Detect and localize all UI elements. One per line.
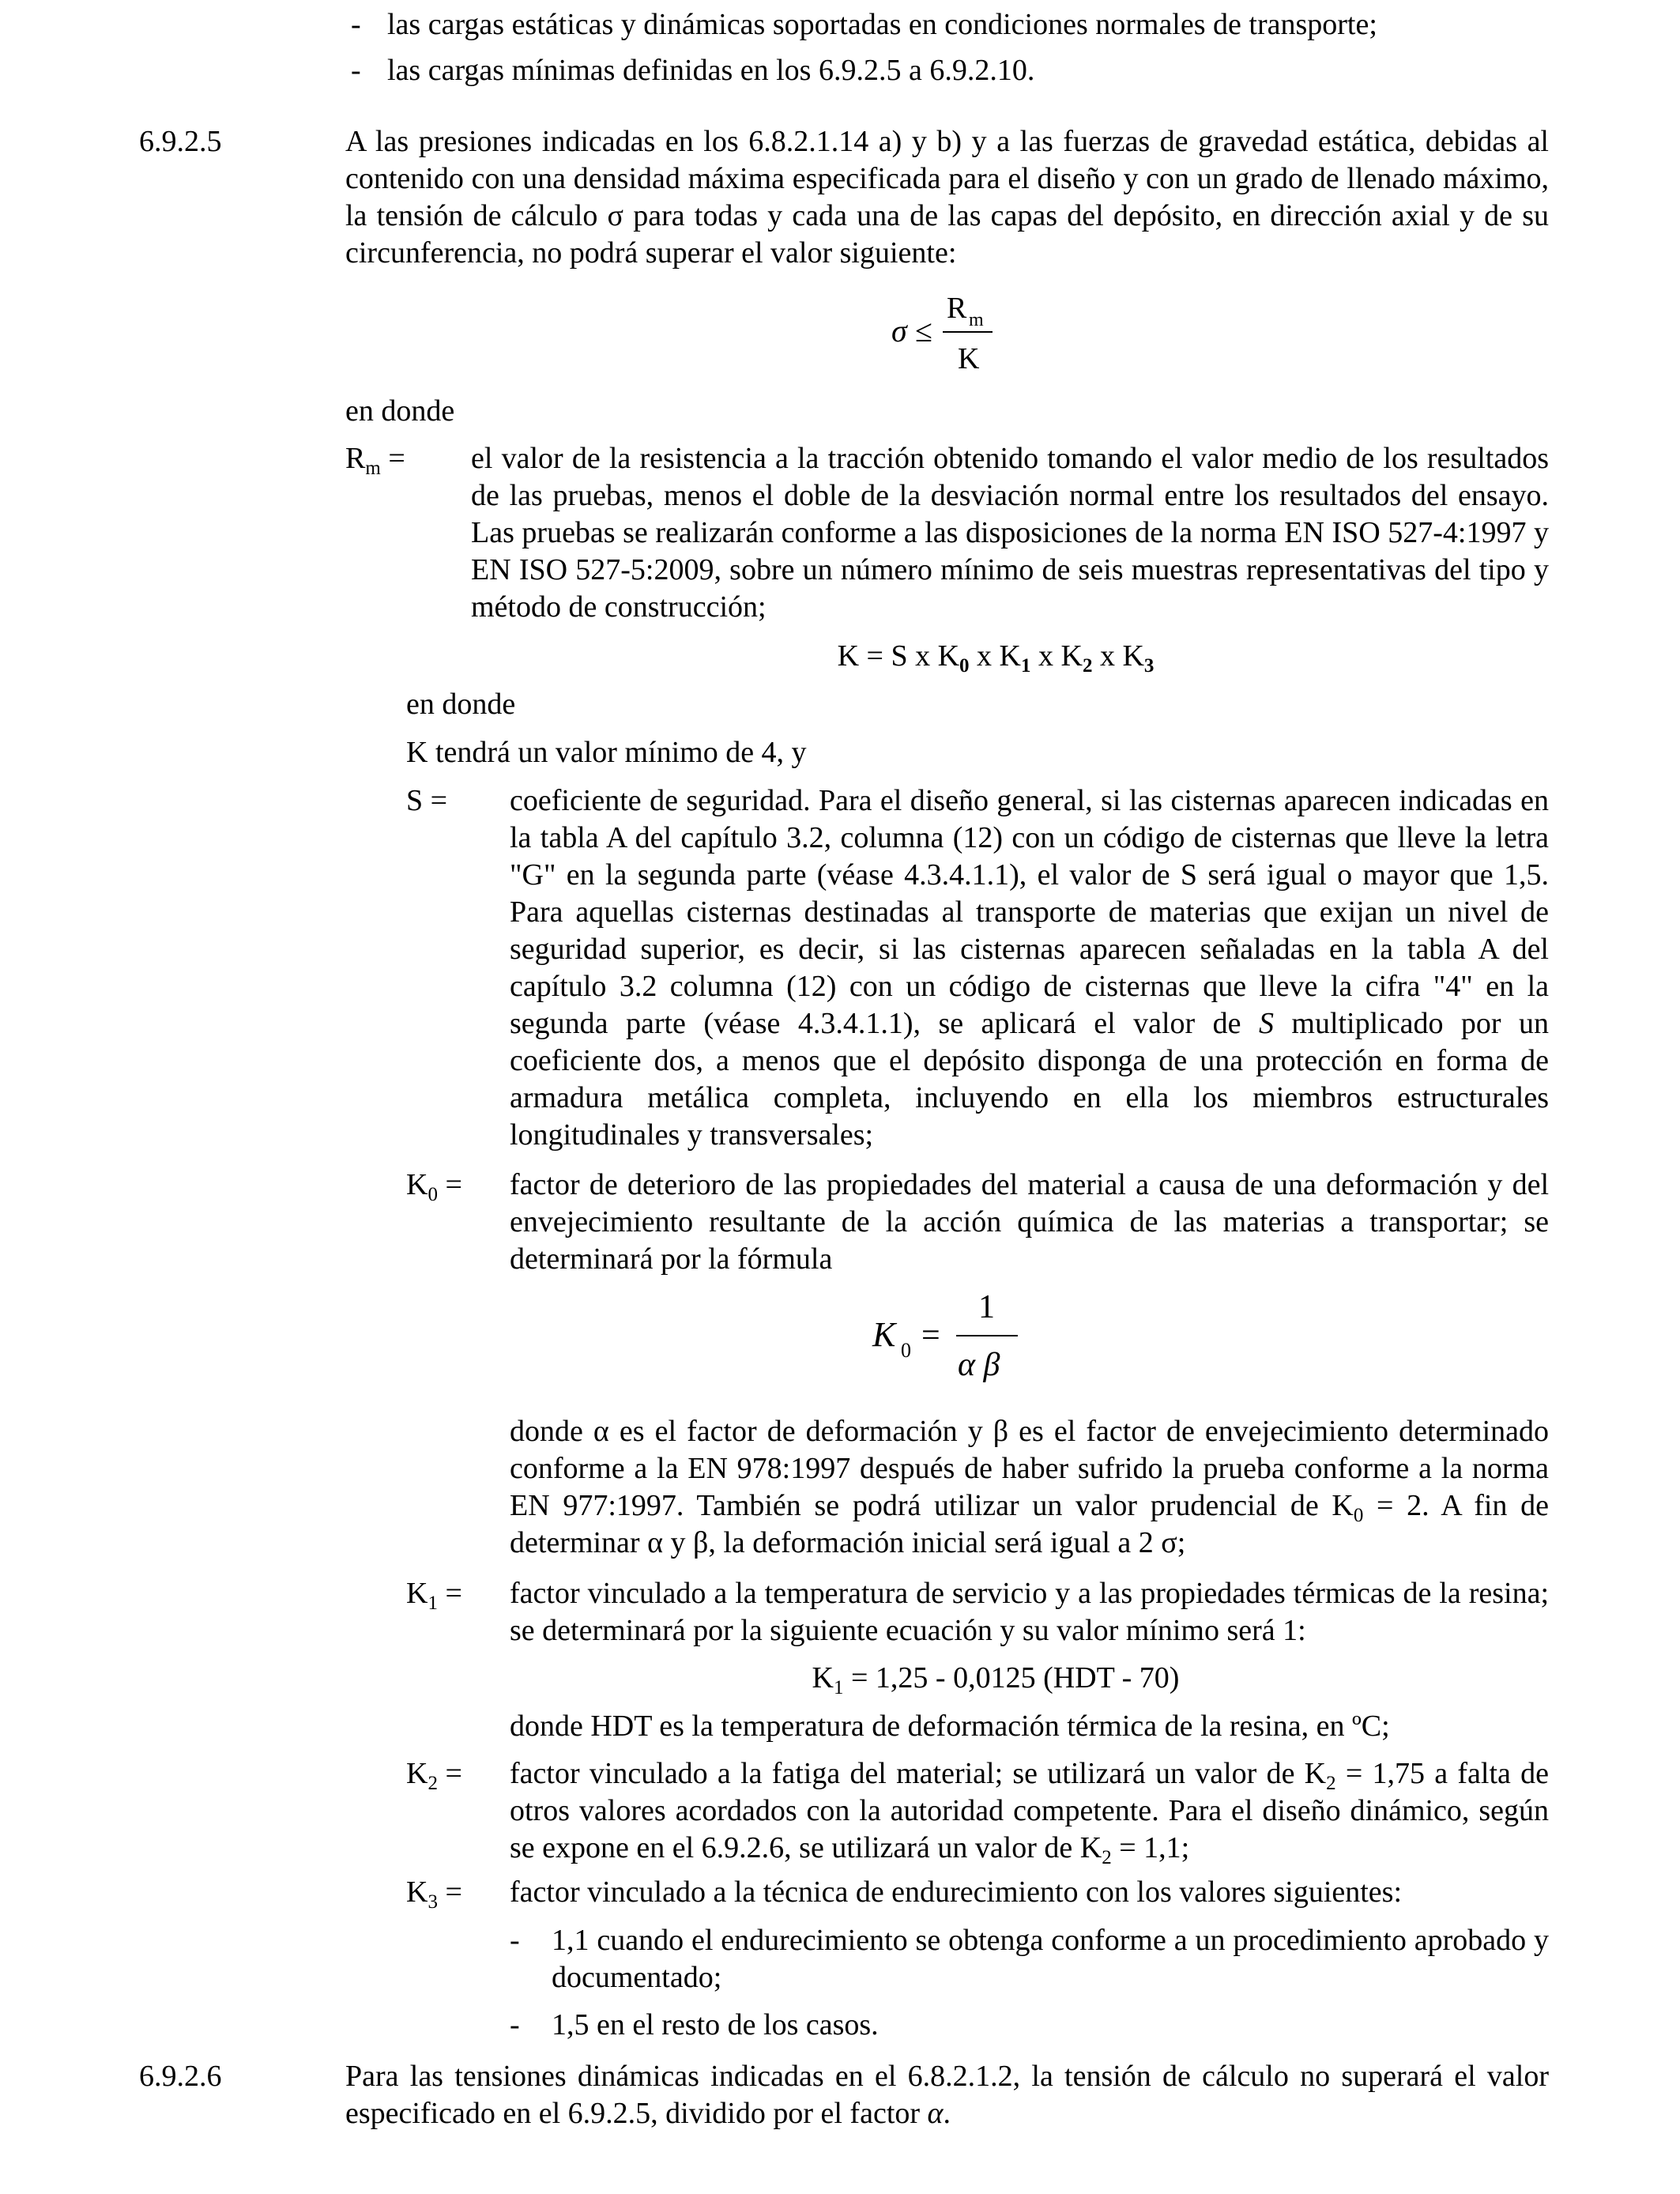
definition-text-k3: factor vinculado a la técnica de endurecimiento con los valores siguientes: <box>510 1875 1403 1909</box>
list-dash: - <box>351 54 361 87</box>
formula-sigma-den: K <box>958 342 980 375</box>
formula-sigma-num: R <box>947 292 967 325</box>
list-item-text: 1,5 en el resto de los casos. <box>552 2008 879 2041</box>
formula-k0-eq: = <box>921 1318 940 1354</box>
formula-k0-num: 1 <box>978 1289 995 1325</box>
section-paragraph: Para las tensiones dinámicas indicadas en el 6.8.2.1.2, la tensión de cálculo no superará el valor especificado en el 6.9.2.5, dividido por el factor α. <box>345 2060 1549 2130</box>
section-paragraph: A las presiones indicadas en los 6.8.2.1.14 a) y b) y a las fuerzas de gravedad estática, debidas al contenido con una densidad máxima especificada para el diseño y con un grado de llenado máximo, la tensión de cálculo σ para todas y cada una de las capas del depósito, en dirección axial y de su circunferencia, no podrá superar el valor siguiente: <box>345 125 1549 270</box>
list-item-text: las cargas mínimas definidas en los 6.9.2.5 a 6.9.2.10. <box>387 54 1035 87</box>
list-dash: - <box>510 1924 520 1957</box>
section-number: 6.9.2.6 <box>139 2060 222 2093</box>
definition-label-k1: $K_1$ = <box>406 1577 462 1614</box>
definition-label-k0: $K_0$ = <box>406 1168 462 1205</box>
list-item-text: 1,1 cuando el endurecimiento se obtenga conforme a un procedimiento aprobado y documentado; <box>552 1924 1549 1994</box>
en-donde-label: en donde <box>406 688 516 721</box>
definition-text-k2: factor vinculado a la fatiga del material; se utilizará un valor de $K_2 = 1,75$ a falta de otros valores acordados con la autoridad competente. Para el diseño dinámico, según se expone en el 6.9.2.6, se utilizará un valor de $K_2 = 1,1$; <box>510 1757 1549 1868</box>
formula-k0-lhs: K <box>872 1315 896 1354</box>
definition-label-k2: $K_2$ = <box>406 1757 462 1794</box>
section-number: 6.9.2.5 <box>139 125 222 158</box>
k1-explanation: donde HDT es la temperatura de deformación térmica de la resina, en ºC; <box>510 1710 1390 1743</box>
list-dash: - <box>510 2008 520 2041</box>
k0-explanation: donde α es el factor de deformación y β es el factor de envejecimiento determinado conforme a la EN 978:1997 después de haber sufrido la prueba conforme a la norma EN 977:1997. También se podrá utilizar un valor prudencial de $K_0 = 2$. A fin de determinar α y β, la deformación inicial será igual a 2 σ; <box>510 1415 1549 1559</box>
formula-k0 <box>869 1284 1027 1387</box>
en-donde-label: en donde <box>345 394 455 428</box>
definition-label-rm: $R_m$ = <box>345 442 405 479</box>
formula-k1: $K_1 = 1,25 - 0,0125$ (HDT - 70) <box>812 1661 1180 1698</box>
formula-k0-den: α β <box>958 1347 1000 1383</box>
formula-sigma <box>885 285 1011 375</box>
formula-k0-lhs-sub: 0 <box>901 1339 911 1362</box>
definition-text-k1: factor vinculado a la temperatura de servicio y a las propiedades térmicas de la resina; se determinará por la siguiente ecuación y su valor mínimo será 1: <box>510 1577 1549 1647</box>
formula-sigma-num-sub: m <box>969 310 984 330</box>
formula-sigma-lhs: σ ≤ <box>891 313 932 349</box>
formula-k: K = S x $K_0$ x $K_1$ x $K_2$ x $K_3$ <box>837 639 1155 677</box>
definition-text-rm: el valor de la resistencia a la tracción obtenido tomando el valor medio de los resultados de las pruebas, menos el doble de la desviación normal entre los resultados del ensayo. Las pruebas se realizarán conforme a las disposiciones de la norma EN ISO 527-4:1997 y EN ISO 527-5:2009, sobre un número mínimo de seis muestras representativas del tipo y método de construcción; <box>471 442 1549 624</box>
definition-label-k3: $K_3$ = <box>406 1875 462 1913</box>
definition-text-k0: factor de deterioro de las propiedades del material a causa de una deformación y del envejecimiento resultante de la acción química de las materias a transportar; se determinará por la fórmula <box>510 1168 1549 1276</box>
k-minimum-text: K tendrá un valor mínimo de 4, y <box>406 736 807 769</box>
list-dash: - <box>351 8 361 41</box>
list-item-text: las cargas estáticas y dinámicas soportadas en condiciones normales de transporte; <box>387 8 1377 41</box>
definition-label-s: S = <box>406 784 448 817</box>
definition-text-s: coeficiente de seguridad. Para el diseño general, si las cisternas aparecen indicadas en la tabla A del capítulo 3.2, columna (12) con un código de cisternas que lleve la letra "G" en la segunda parte (véase 4.3.4.1.1), el valor de S será igual o mayor que 1,5. Para aquellas cisternas destinadas al transporte de materias que exijan un nivel de seguridad superior, es decir, si las cisternas aparecen señaladas en la tabla A del capítulo 3.2 columna (12) con un código de cisternas que lleve la cifra "4" en la segunda parte (véase 4.3.4.1.1), se aplicará el valor de S multiplicado por un coeficiente dos, a menos que el depósito disponga de una protección en forma de armadura metálica completa, incluyendo en ella los miembros estructurales longitudinales y transversales; <box>510 784 1550 1152</box>
